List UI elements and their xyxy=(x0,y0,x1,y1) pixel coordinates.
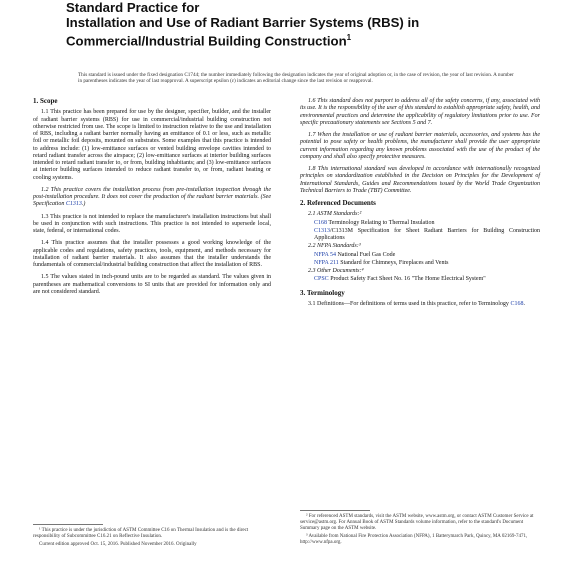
paragraph-1-5: 1.5 The values stated in inch-pound units are to be regarded as standard. The values given in parentheses are mathematical conversions to SI units that are provided for information only and are not considered standard. xyxy=(33,274,271,295)
title-line-3: Commercial/Industrial Building Construction$^1$ xyxy=(66,33,352,49)
left-column xyxy=(33,98,271,301)
ref-link-cpsc[interactable]: CPSC xyxy=(314,276,329,283)
scope-heading: 1. Scope xyxy=(33,97,58,105)
footnote-edition: Current edition approved Oct. 15, 2016. Published November 2016. Originally xyxy=(39,542,197,547)
referenced-documents-heading: 2. Referenced Documents xyxy=(300,199,376,207)
paragraph-1-4: 1.4 This practice assumes that the installer possesses a good working knowledge of the applicable codes and regulations, safety practices, tools, equipment, and methods necessary for installation of radiant barrier materials. It also assumes that the installer understands the fundamentals of commercial/industrial building construction that affect the installation of RBS. xyxy=(33,240,271,268)
paragraph-1-1: 1.1 This practice has been prepared for use by the designer, specifier, builder, and the installer of radiant barrier systems (RBS) for use in commercial/industrial building construction not otherwise restricted from use. The scope is limited to instruction relative to the use and installation of RBS, including a radiant barrier normally having an emittance of 0.1 or less, such as metallic foil or metallic foil deposits, mounted on substrates. Some examples that this practice is intended to address include: (1) low-emittance surfaces or vented building envelope cavities intended to retard radiant transfer across the airspace; (2) low-emittance surfaces at interior building surfaces intended to retard radiant transfer to, or from, building inhabitants; and (3) low-emittance surfaces at interior building surfaces intended to reduce radiant transfer to, or from, radiant heating or cooling systems. xyxy=(33,109,271,181)
title-footnote-mark: 1 xyxy=(346,33,352,42)
ref-link-c168[interactable]: C168 xyxy=(314,219,328,226)
ref-link-nfpa-211[interactable]: NFPA 211 xyxy=(314,259,339,266)
c1313-link[interactable]: C1313 xyxy=(65,201,82,208)
ref-item-c168: C168 Terminology Relating to Thermal Insulation xyxy=(314,219,435,226)
left-footnotes xyxy=(33,520,271,550)
right-column xyxy=(300,98,540,313)
paragraph-1-3: 1.3 This practice is not intended to replace the manufacturer's installation instructions but shall be used in conjunction with such instructions. This practice is not intended to supersede local, state, federal, or international codes. xyxy=(33,213,271,234)
nfpa-standards-heading: 2.2 NFPA Standards:³ xyxy=(308,243,361,250)
footnote-divider-right xyxy=(300,510,370,511)
ref-link-nfpa-54[interactable]: NFPA 54 xyxy=(314,251,336,258)
terminology-heading: 3. Terminology xyxy=(300,288,345,297)
ref-link-c1313[interactable]: C1313 xyxy=(314,227,331,234)
ref-item-cpsc: CPSC Product Safety Fact Sheet No. 16 "The Home Electrical System" xyxy=(314,276,486,283)
ref-item-nfpa-211: NFPA 211 Standard for Chimneys, Fireplaces and Vents xyxy=(314,259,449,266)
astm-standards-heading: 2.1 ASTM Standards:² xyxy=(308,211,362,218)
document-title xyxy=(66,0,506,48)
paragraph-1-8: 1.8 This international standard was developed in accordance with internationally recognized principles on standardization established in the Decision on Principles for the Development of International Standards, Guides and Recommendations issued by the World Trade Organization Technical Barriers to Trade (TBT) Committee. xyxy=(300,166,540,194)
ref-item-nfpa-54: NFPA 54 National Fuel Gas Code xyxy=(314,251,396,258)
title-line-2: Installation and Use of Radiant Barrier Systems (RBS) in xyxy=(66,15,420,30)
footnote-divider xyxy=(33,524,103,525)
paragraph-1-7: 1.7 When the installation or use of radiant barrier materials, accessories, and systems has the potential to pose safety or health problems, the manufacturer shall provide the user appropriate current information regarding any known problems associated with the use of the product of the company and shall also specify protective measures. xyxy=(300,132,540,160)
astm-standards-group xyxy=(308,211,540,283)
other-documents-heading: 2.3 Other Documents:⁴ xyxy=(308,268,364,274)
paragraph-3-1: 3.1 Definitions—For definitions of terms used in this practice, refer to Terminology C168. xyxy=(308,300,525,307)
footnote-1: ¹ This practice is under the jurisdiction of ASTM Committee C16 on Thermal Insulation and is the direct responsibility of Subcommittee C16.21 on Reflective Insulation. xyxy=(33,528,249,539)
title-line-1: Standard Practice for xyxy=(66,0,200,15)
c168-link[interactable]: C168 xyxy=(510,300,524,307)
paragraph-1-2: 1.2 This practice covers the installation process from pre-installation inspection through the post-installation procedure. It does not cover the production of the radiant barrier materials. (See Specification C1313.) xyxy=(33,186,271,208)
paragraph-1-6: 1.6 This standard does not purport to address all of the safety concerns, if any, associated with its use. It is the responsibility of the user of this standard to establish appropriate safety, health, and environmental practices and determine the applicability of regulatory limitations prior to use. For specific precautionary statements see Sections 5 and 7. xyxy=(300,98,540,126)
right-footnotes xyxy=(300,506,540,548)
ref-item-c1313: C1313/C1313M Specification for Sheet Radiant Barriers for Building Construction Applications xyxy=(314,227,540,241)
designation-notice: This standard is issued under the fixed designation C1744; the number immediately following the designation indicates the year of original adoption or, in the case of revision, the year of last revision. A number in parentheses indicates the year of last reapproval. A superscript epsilon (ε) indicates an editorial change since the last revision or reapproval. xyxy=(78,72,514,85)
footnote-3: ³ Available from National Fire Protection Association (NFPA), 1 Batterymarch Park, Quincy, MA 02169-7471, http://www.nfpa.org. xyxy=(300,534,528,545)
footnote-2: ² For referenced ASTM standards, visit the ASTM website, www.astm.org, or contact ASTM Customer Service at service@astm.org. For Annual Book of ASTM Standards volume information, refer to the standard's Document Summary page on the ASTM website. xyxy=(300,514,534,531)
